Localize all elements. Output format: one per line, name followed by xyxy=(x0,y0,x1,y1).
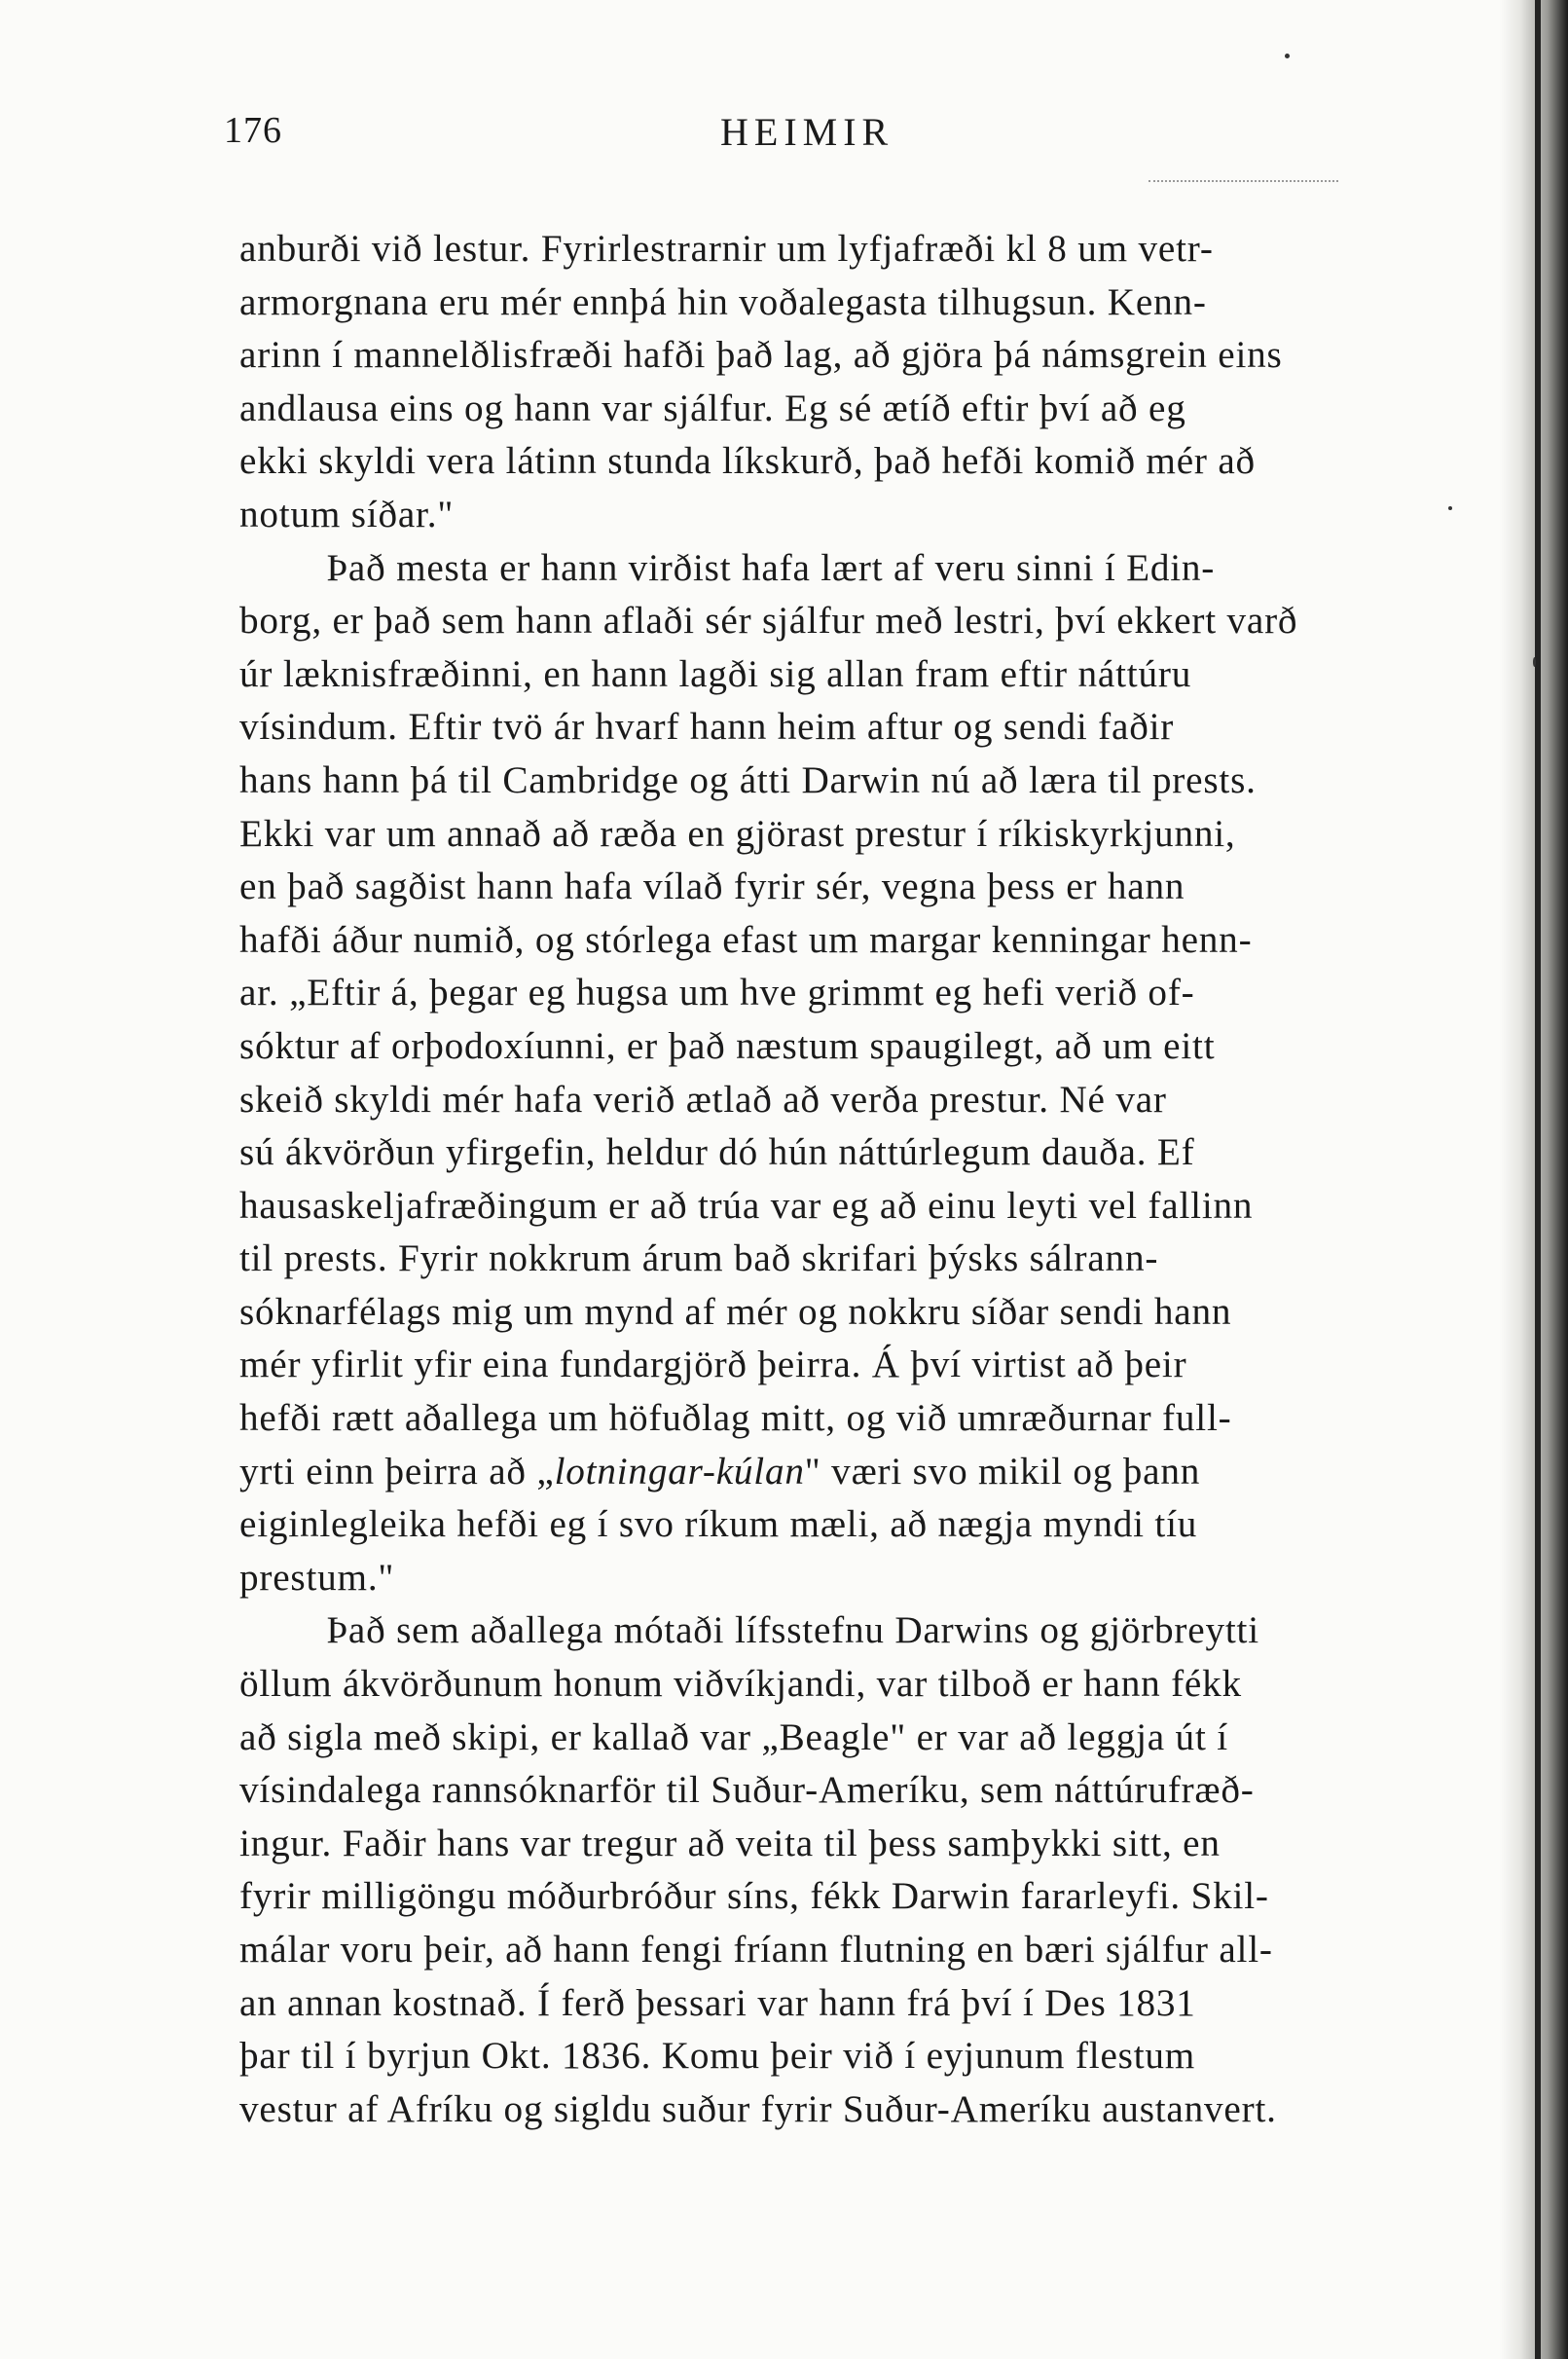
text-line: hans hann þá til Cambridge og átti Darwin nú að læra til prests. xyxy=(239,757,1257,801)
text-segment: yrti einn þeirra að „ xyxy=(239,1449,555,1493)
text-line: að sigla með skipi, er kallað var „Beagle" er var að leggja út í xyxy=(239,1714,1228,1758)
text-line: an annan kostnað. Í ferð þessari var hann frá því í Des 1831 xyxy=(239,1980,1196,2024)
page-number: 176 xyxy=(224,110,282,151)
text-segment: " væri svo mikil og þann xyxy=(804,1449,1201,1493)
scan-speck xyxy=(1533,657,1536,667)
text-line: eiginlegleika hefði eg í svo ríkum mæli, að nægja myndi tíu xyxy=(239,1502,1198,1546)
text-line: vísindum. Eftir tvö ár hvarf hann heim aftur og sendi faðir xyxy=(239,705,1175,749)
text-line: notum síðar." xyxy=(239,492,455,535)
text-line: hefði rætt aðallega um höfuðlag mitt, og við umræðurnar full- xyxy=(239,1396,1232,1440)
text-line: Það mesta er hann virðist hafa lært af veru sinni í Edin- xyxy=(326,545,1216,589)
scan-speck xyxy=(1448,506,1452,510)
text-line: úr læknisfræðinni, en hann lagði sig allan fram eftir náttúru xyxy=(239,651,1192,695)
text-line: Ekki var um annað að ræða en gjörast prestur í ríkiskyrkjunni, xyxy=(239,811,1236,855)
text-line: andlausa eins og hann var sjálfur. Eg sé ætíð eftir því að eg xyxy=(239,386,1186,429)
italic-term: lotningar-kúlan xyxy=(554,1449,805,1493)
header-rule xyxy=(1149,180,1338,182)
text-line: til prests. Fyrir nokkrum árum bað skrifari þýsks sálrann- xyxy=(239,1236,1159,1280)
text-line xyxy=(239,1445,1505,1498)
text-line: fyrir milligöngu móðurbróður síns, fékk Darwin fararleyfi. Skil- xyxy=(239,1874,1269,1918)
text-line: þar til í byrjun Okt. 1836. Komu þeir við í eyjunum flestum xyxy=(239,2034,1196,2078)
running-head: HEIMIR xyxy=(720,110,894,154)
text-line: hafði áður numið, og stórlega efast um margar kenningar henn- xyxy=(239,917,1253,961)
text-line: prestum." xyxy=(239,1555,395,1599)
text-line: vestur af Afríku og sigldu suður fyrir Suður-Ameríku austanvert. xyxy=(239,2086,1277,2130)
text-line: mér yfirlit yfir eina fundargjörð þeirra. Á því virtist að þeir xyxy=(239,1343,1187,1386)
text-line: sóknarfélags mig um mynd af mér og nokkru síðar sendi hann xyxy=(239,1289,1232,1333)
text-line: hausaskeljafræðingum er að trúa var eg að einu leyti vel fallinn xyxy=(239,1183,1254,1227)
text-line: en það sagðist hann hafa vílað fyrir sér, vegna þess er hann xyxy=(239,865,1185,908)
text-line: ekki skyldi vera látinn stunda líkskurð, það hefði komið mér að xyxy=(239,439,1256,483)
text-line: skeið skyldi mér hafa verið ætlað að verða prestur. Né var xyxy=(239,1077,1167,1121)
text-line: arinn í mannelðlisfræði hafði það lag, að gjöra þá námsgrein eins xyxy=(239,333,1283,377)
scan-speck xyxy=(1285,54,1290,58)
text-line: armorgnana eru mér ennþá hin voðalegasta tilhugsun. Kenn- xyxy=(239,279,1207,323)
body-text xyxy=(239,222,1514,2135)
text-line: málar voru þeir, að hann fengi fríann flutning en bæri sjálfur all- xyxy=(239,1928,1273,1971)
text-line: borg, er það sem hann aflaði sér sjálfur með lestri, því ekkert varð xyxy=(239,599,1298,643)
text-line: sú ákvörðun yfirgefin, heldur dó hún náttúrlegum dauða. Ef xyxy=(239,1130,1195,1174)
text-line: ar. „Eftir á, þegar eg hugsa um hve grimmt eg hefi verið of- xyxy=(239,971,1195,1014)
binding-shadow xyxy=(1535,0,1541,2359)
text-line: ingur. Faðir hans var tregur að veita til þess samþykki sitt, en xyxy=(239,1821,1221,1864)
text-line: öllum ákvörðunum honum viðvíkjandi, var tilboð er hann fékk xyxy=(239,1662,1242,1706)
text-line: sóktur af orþodoxíunni, er það næstum spaugilegt, að um eitt xyxy=(239,1023,1216,1067)
text-line: vísindalega rannsóknarför til Suður-Ameríku, sem náttúrufræð- xyxy=(239,1768,1255,1812)
text-line: anburði við lestur. Fyrirlestrarnir um lyfjafræði kl 8 um vetr- xyxy=(239,227,1214,270)
page-header xyxy=(224,109,1382,167)
text-line: Það sem aðallega mótaði lífsstefnu Darwins og gjörbreytti xyxy=(326,1608,1259,1652)
